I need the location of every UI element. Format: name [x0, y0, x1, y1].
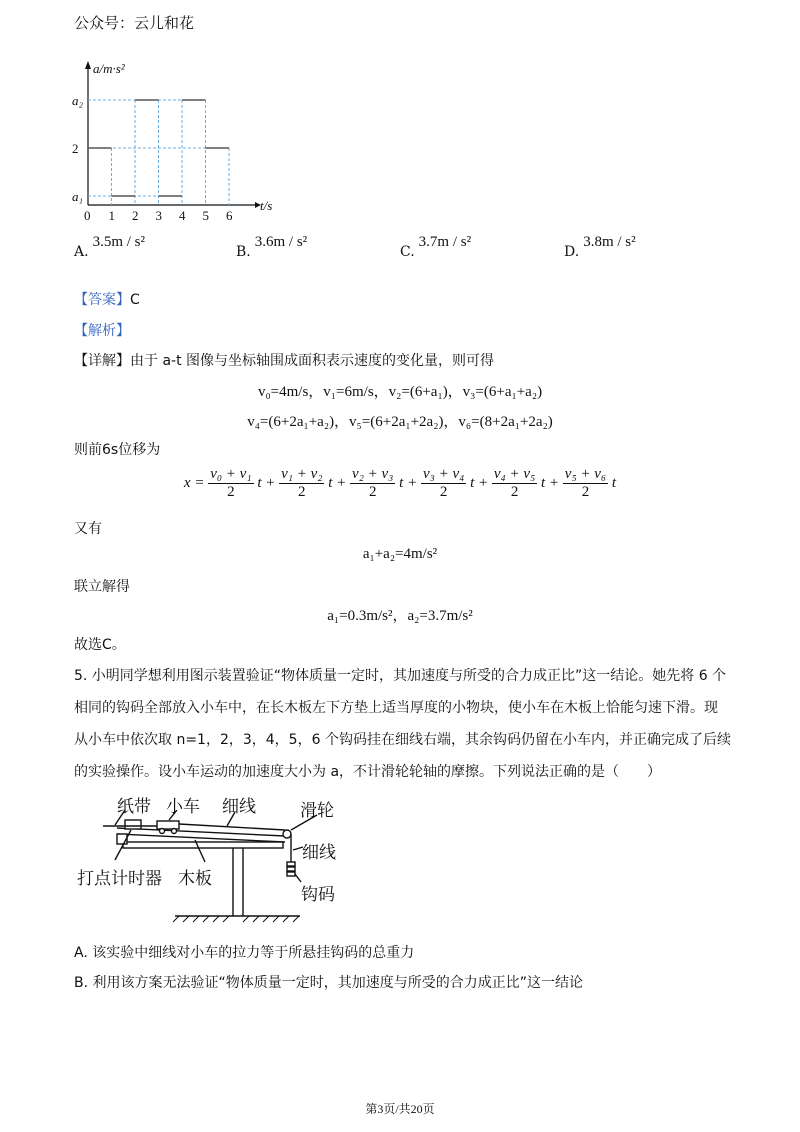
table-top: [123, 842, 283, 848]
ground-hatch: [253, 916, 259, 922]
equation-velocities-1: v₀=4m/s，v₁=6m/s，v₂=(6+a₁)，v₃=(6+a₁+a₂): [257, 384, 543, 400]
question-line-4: 的实验操作。设小车运动的加速度大小为 a，不计滑轮轮轴的摩擦。下列说法正确的是（ ）: [74, 764, 662, 780]
label-timer: 打点计时器: [77, 869, 162, 889]
x-tick-label: 3: [155, 208, 162, 223]
string-top: [179, 824, 285, 830]
weight: [287, 867, 295, 871]
x-tick-label: 6: [226, 208, 233, 223]
leader-pulley: [291, 815, 317, 830]
timer-box: [125, 820, 141, 829]
option-value: 3.6m / s²: [254, 234, 308, 250]
leader-weights: [295, 874, 301, 882]
ground-hatch: [203, 916, 209, 922]
header-text: 公众号：云儿和花: [74, 14, 195, 32]
pulley: [283, 830, 291, 838]
fraction-numerator: v₁ + v₂: [281, 466, 323, 482]
leader-paper-tape: [115, 810, 125, 825]
ground-hatch: [293, 916, 299, 922]
answer-tag: 【答案】: [74, 292, 130, 308]
question-line-3: 从小车中依次取 n=1，2，3，4，5，6 个钩码挂在细线右端，其余钩码仍留在小车内，并正确完成了后续: [74, 732, 731, 748]
y-tick-label: a₁: [72, 189, 84, 204]
fraction-term: [421, 466, 466, 501]
fraction-term: [208, 466, 253, 501]
ground-hatch: [183, 916, 189, 922]
fraction-denominator: 2: [298, 484, 306, 500]
leader-cart: [169, 810, 177, 820]
y-axis-arrow: [85, 61, 91, 69]
fraction-denominator: 2: [510, 484, 519, 500]
fraction-numerator: v₀ + v₁: [210, 466, 252, 482]
fraction-term: [350, 466, 395, 501]
weight: [287, 872, 295, 876]
option-letter: B.: [236, 244, 251, 260]
ground-hatch: [263, 916, 269, 922]
leader-string-right: [293, 847, 303, 850]
also-text: 又有: [74, 521, 102, 537]
solve-text: 联立解得: [74, 579, 130, 595]
answer-line: [74, 289, 140, 309]
choose-text: 故选C。: [74, 637, 126, 653]
fraction-numerator: v₄ + v₅: [493, 466, 536, 482]
ground-hatch: [283, 916, 289, 922]
label-pulley: 滑轮: [300, 801, 334, 821]
x-tick-label: 0: [84, 208, 91, 223]
detail-tag: 【详解】: [74, 353, 130, 369]
x-tick-label: 4: [179, 208, 186, 223]
weight: [287, 862, 295, 866]
option-letter: A.: [74, 244, 89, 260]
detail-line: [74, 350, 494, 370]
option-a: [74, 234, 145, 261]
at-chart: [60, 55, 300, 225]
ground-hatch: [193, 916, 199, 922]
equation-velocities-2: v₄=(6+2a₁+a₂)，v₅=(6+2a₁+2a₂)，v₆=(8+2a₁+2a₂): [247, 414, 553, 430]
answer-value: C: [130, 292, 140, 308]
x-tick-label: 5: [202, 208, 209, 223]
time-factor: t: [608, 474, 617, 491]
label-string-top: 细线: [222, 797, 256, 817]
time-factor: t +: [324, 474, 351, 491]
fraction-term: [492, 466, 537, 501]
label-weights: 钩码: [301, 885, 335, 905]
ground-hatch: [223, 916, 229, 922]
fraction-term: [279, 466, 324, 501]
equation-result: a₁=0.3m/s²，a₂=3.7m/s²: [327, 608, 473, 624]
ground-hatch: [173, 916, 179, 922]
time-factor: t +: [466, 474, 492, 491]
y-axis-label: a/m·s²: [93, 61, 125, 76]
page-footer: 第3页/共20页: [365, 1102, 435, 1116]
equation-lhs: x =: [183, 474, 205, 491]
time-factor: t +: [395, 474, 421, 491]
equation-sum: a₁+a₂=4m/s²: [362, 546, 438, 562]
question-line-1: 5. 小明同学想利用图示装置验证“物体质量一定时，其加速度与所受的合力成正比”这一结论。她先将 6 个: [74, 668, 727, 684]
x-tick-label: 2: [132, 208, 139, 223]
fraction-numerator: v₃ + v₄: [422, 466, 465, 482]
fraction-denominator: 2: [227, 484, 235, 500]
question-line-2: 相同的钩码全部放入小车中，在长木板左下方垫上适当厚度的小物块，使小车在木板上恰能匀速下滑。现: [74, 700, 718, 716]
fraction-numerator: v₂ + v₃: [352, 466, 394, 482]
option-c: [400, 234, 472, 261]
option-d: [564, 234, 636, 261]
analysis-tag: 【解析】: [74, 323, 130, 339]
y-tick-label: a₂: [72, 93, 84, 108]
ground-hatch: [213, 916, 219, 922]
detail-text: 由于 a-t 图像与坐标轴围成面积表示速度的变化量，则可得: [130, 353, 495, 369]
fraction-numerator: v₅ + v₆: [564, 466, 607, 482]
option-letter: D.: [564, 244, 580, 260]
label-string-right: 细线: [302, 843, 336, 863]
label-cart: 小车: [166, 797, 200, 817]
option-value: 3.7m / s²: [418, 234, 472, 250]
leader-string: [227, 812, 235, 826]
fraction-term: [563, 466, 608, 501]
y-tick-label: 2: [72, 141, 79, 156]
cart-body: [157, 821, 179, 829]
x-axis-label: t/s: [260, 198, 273, 213]
cart-wheel: [172, 829, 177, 834]
label-paper-tape: 纸带: [117, 797, 151, 817]
displacement-intro: 则前6s位移为: [74, 442, 161, 458]
cart-wheel: [160, 829, 165, 834]
question-option-a: A. 该实验中细线对小车的拉力等于所悬挂钩码的总重力: [74, 945, 415, 961]
time-factor: t +: [253, 474, 280, 491]
ground-hatch: [273, 916, 279, 922]
question-option-b: B. 利用该方案无法验证“物体质量一定时，其加速度与所受的合力成正比”这一结论: [74, 975, 584, 991]
fraction-denominator: 2: [368, 484, 377, 500]
option-b: [236, 234, 308, 261]
fraction-denominator: 2: [439, 484, 448, 500]
x-tick-label: 1: [108, 208, 115, 223]
label-board: 木板: [178, 869, 212, 889]
option-value: 3.8m / s²: [583, 234, 636, 250]
time-factor: t +: [537, 474, 563, 491]
apparatus-diagram: [95, 810, 325, 925]
option-letter: C.: [400, 244, 415, 260]
displacement-equation: [0, 466, 800, 501]
fraction-denominator: 2: [581, 484, 590, 500]
fraction-terms: [208, 466, 617, 500]
ground-hatch: [243, 916, 249, 922]
option-value: 3.5m / s²: [92, 234, 145, 250]
